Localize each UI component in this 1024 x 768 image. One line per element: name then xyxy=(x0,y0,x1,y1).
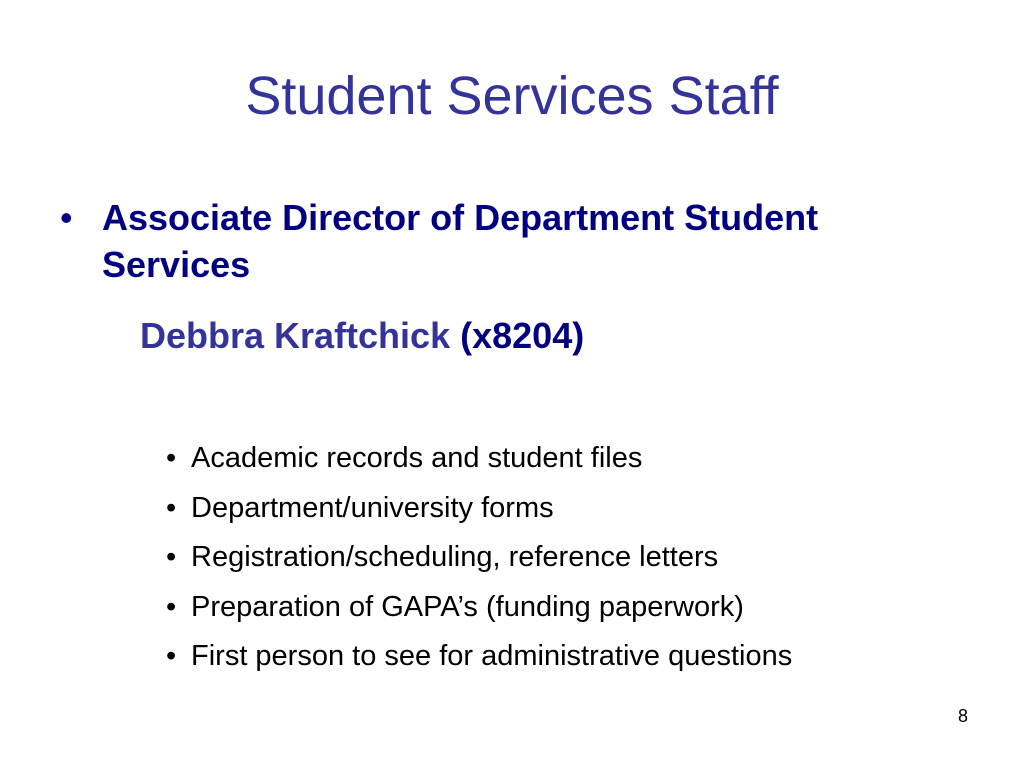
list-item xyxy=(166,434,792,484)
bullet-icon: • xyxy=(166,442,177,474)
list-item xyxy=(166,583,792,633)
list-item-text: Registration/scheduling, reference letters xyxy=(191,541,719,573)
list-item xyxy=(166,632,792,682)
list-item-text: Preparation of GAPA’s (funding paperwork) xyxy=(191,590,744,623)
bullet-icon: • xyxy=(166,541,177,573)
list-item-text: Academic records and student files xyxy=(191,442,643,474)
staff-contact xyxy=(140,312,584,359)
staff-extension: (x8204) xyxy=(460,315,585,356)
list-item xyxy=(166,533,792,583)
page-number: 8 xyxy=(957,706,968,726)
responsibilities-list xyxy=(166,434,792,682)
staff-name: Debbra Kraftchick xyxy=(140,315,451,356)
bullet-icon: • xyxy=(166,491,177,524)
main-bullet-text: Associate Director of Department Student Services xyxy=(102,197,819,285)
list-item-text: First person to see for administrative questions xyxy=(191,640,793,672)
slide-title: Student Services Staff xyxy=(245,66,779,126)
bullet-icon: • xyxy=(166,640,177,672)
bullet-icon: • xyxy=(166,590,177,623)
list-item xyxy=(166,484,792,534)
bullet-icon: • xyxy=(60,197,73,238)
list-item-text: Department/university forms xyxy=(191,491,554,524)
main-bullet-item xyxy=(60,194,920,288)
